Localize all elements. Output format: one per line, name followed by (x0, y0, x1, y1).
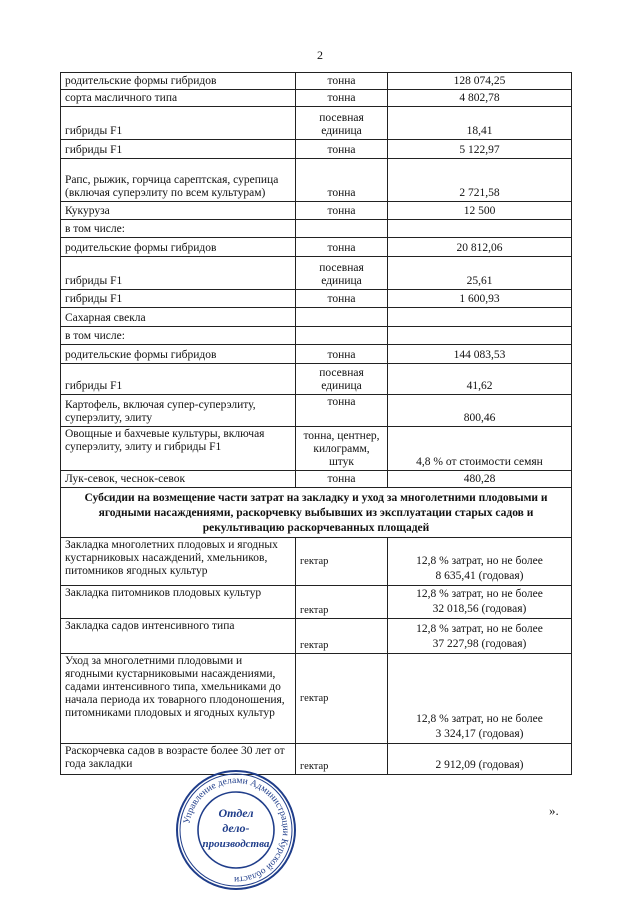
row-name: Уход за многолетними плодовыми и ягодными кустарниковыми насаждениями, садами интенсивного типа, хмельниками до начала периода их товарного плодоношения, питомниками плодовых и ягодных культур (61, 654, 296, 744)
row-name: родительские формы гибридов (61, 73, 296, 90)
row-name: Раскорчевка садов в возрасте более 30 лет от года закладки (61, 744, 296, 775)
value-line: 12,8 % затрат, но не более (416, 588, 543, 600)
row-name: Закладка многолетних плодовых и ягодных кустарниковых насаждений, хмельников, питомников ягодных культур (61, 538, 296, 586)
table-row (61, 257, 572, 290)
row-name: в том числе: (61, 327, 296, 345)
table-row (61, 202, 572, 220)
stamp-line-2: дело- (222, 821, 250, 835)
row-name: Закладка садов интенсивного типа (61, 619, 296, 654)
table-row (61, 619, 572, 654)
row-value: 2 721,58 (388, 159, 572, 202)
row-name: гибриды F1 (61, 364, 296, 395)
row-value: 144 083,53 (388, 345, 572, 364)
value-line: 37 227,98 (годовая) (432, 638, 527, 650)
row-unit (296, 308, 388, 327)
row-unit: тонна (296, 395, 388, 427)
table-row (61, 471, 572, 488)
row-value: 4,8 % от стоимости семян (388, 427, 572, 471)
row-name: Кукуруза (61, 202, 296, 220)
row-unit: тонна (296, 202, 388, 220)
row-name: гибриды F1 (61, 257, 296, 290)
row-value: 12 500 (388, 202, 572, 220)
value-line: 8 635,41 (годовая) (435, 570, 524, 582)
table-row (61, 364, 572, 395)
row-value: 1 600,93 (388, 290, 572, 308)
row-unit: тонна (296, 471, 388, 488)
row-unit: гектар (296, 619, 388, 654)
row-unit: тонна (296, 238, 388, 257)
row-name: гибриды F1 (61, 290, 296, 308)
row-value: 5 122,97 (388, 140, 572, 159)
row-value (388, 308, 572, 327)
row-unit: гектар (296, 744, 388, 775)
row-name: гибриды F1 (61, 140, 296, 159)
row-name: гибриды F1 (61, 107, 296, 140)
closing-quote: ». (549, 803, 559, 818)
row-name: Закладка питомников плодовых культур (61, 586, 296, 619)
row-value: 480,28 (388, 471, 572, 488)
row-name: родительские формы гибридов (61, 238, 296, 257)
row-value (388, 586, 572, 619)
table-row (61, 159, 572, 202)
table-row (61, 73, 572, 90)
row-name: Лук-севок, чеснок-севок (61, 471, 296, 488)
row-unit: тонна (296, 159, 388, 202)
stamp-seal (174, 768, 298, 892)
row-value: 20 812,06 (388, 238, 572, 257)
row-unit: тонна (296, 290, 388, 308)
table-row (61, 308, 572, 327)
row-name: в том числе: (61, 220, 296, 238)
value-line: 32 018,56 (годовая) (432, 603, 527, 615)
row-value: 18,41 (388, 107, 572, 140)
value-line: 12,8 % затрат, но не более (416, 623, 543, 635)
row-name: Картофель, включая супер-суперэлиту, суперэлиту, элиту (61, 395, 296, 427)
value-line: 12,8 % затрат, но не более (416, 555, 543, 567)
subsidy-table (60, 72, 572, 775)
row-unit: тонна, центнер, килограмм, штук (296, 427, 388, 471)
row-value: 128 074,25 (388, 73, 572, 90)
row-name: Сахарная свекла (61, 308, 296, 327)
table-row (61, 538, 572, 586)
row-value (388, 327, 572, 345)
row-unit (296, 327, 388, 345)
row-unit: тонна (296, 140, 388, 159)
table-row (61, 427, 572, 471)
table-row (61, 90, 572, 107)
row-name: Овощные и бахчевые культуры, включая суперэлиту, элиту и гибриды F1 (61, 427, 296, 471)
row-name: родительские формы гибридов (61, 345, 296, 364)
value-line: 3 324,17 (годовая) (435, 728, 524, 740)
row-value (388, 538, 572, 586)
value-line: 12,8 % затрат, но не более (416, 713, 543, 725)
table-row (61, 220, 572, 238)
row-value (388, 220, 572, 238)
row-unit: посевная единица (296, 257, 388, 290)
table-row (61, 586, 572, 619)
table-row (61, 238, 572, 257)
row-unit: посевная единица (296, 107, 388, 140)
stamp-ring-textpath: Управление делами Администрации Курской области (182, 775, 291, 885)
row-value: 25,61 (388, 257, 572, 290)
row-name: Рапс, рыжик, горчица сарептская, сурепица (включая суперэлиту по всем культурам) (61, 159, 296, 202)
row-unit: тонна (296, 345, 388, 364)
table-row (61, 327, 572, 345)
row-value: 800,46 (388, 395, 572, 427)
row-value: 41,62 (388, 364, 572, 395)
row-unit: гектар (296, 538, 388, 586)
row-unit: посевная единица (296, 364, 388, 395)
value-line: 2 912,09 (годовая) (435, 759, 524, 771)
row-value (388, 744, 572, 775)
table-row (61, 744, 572, 775)
row-value: 4 802,78 (388, 90, 572, 107)
stamp-line-3: производства (202, 838, 270, 850)
table-row (61, 107, 572, 140)
row-unit: тонна (296, 73, 388, 90)
row-value (388, 654, 572, 744)
row-unit: гектар (296, 654, 388, 744)
table-row (61, 654, 572, 744)
page-number: 2 (317, 48, 323, 62)
row-unit: тонна (296, 90, 388, 107)
row-unit (296, 220, 388, 238)
section-header-row (61, 488, 572, 538)
row-value (388, 619, 572, 654)
section-title: Субсидии на возмещение части затрат на закладку и уход за многолетними плодовыми и ягодными насаждениями, раскорчевку выбывших из эксплуатации старых садов и рекультивацию раскорчеванных площадей (61, 488, 572, 538)
row-name: сорта масличного типа (61, 90, 296, 107)
table-row (61, 395, 572, 427)
row-unit: гектар (296, 586, 388, 619)
table-row (61, 140, 572, 159)
stamp-line-1: Отдел (218, 806, 254, 820)
table-row (61, 290, 572, 308)
table-row (61, 345, 572, 364)
